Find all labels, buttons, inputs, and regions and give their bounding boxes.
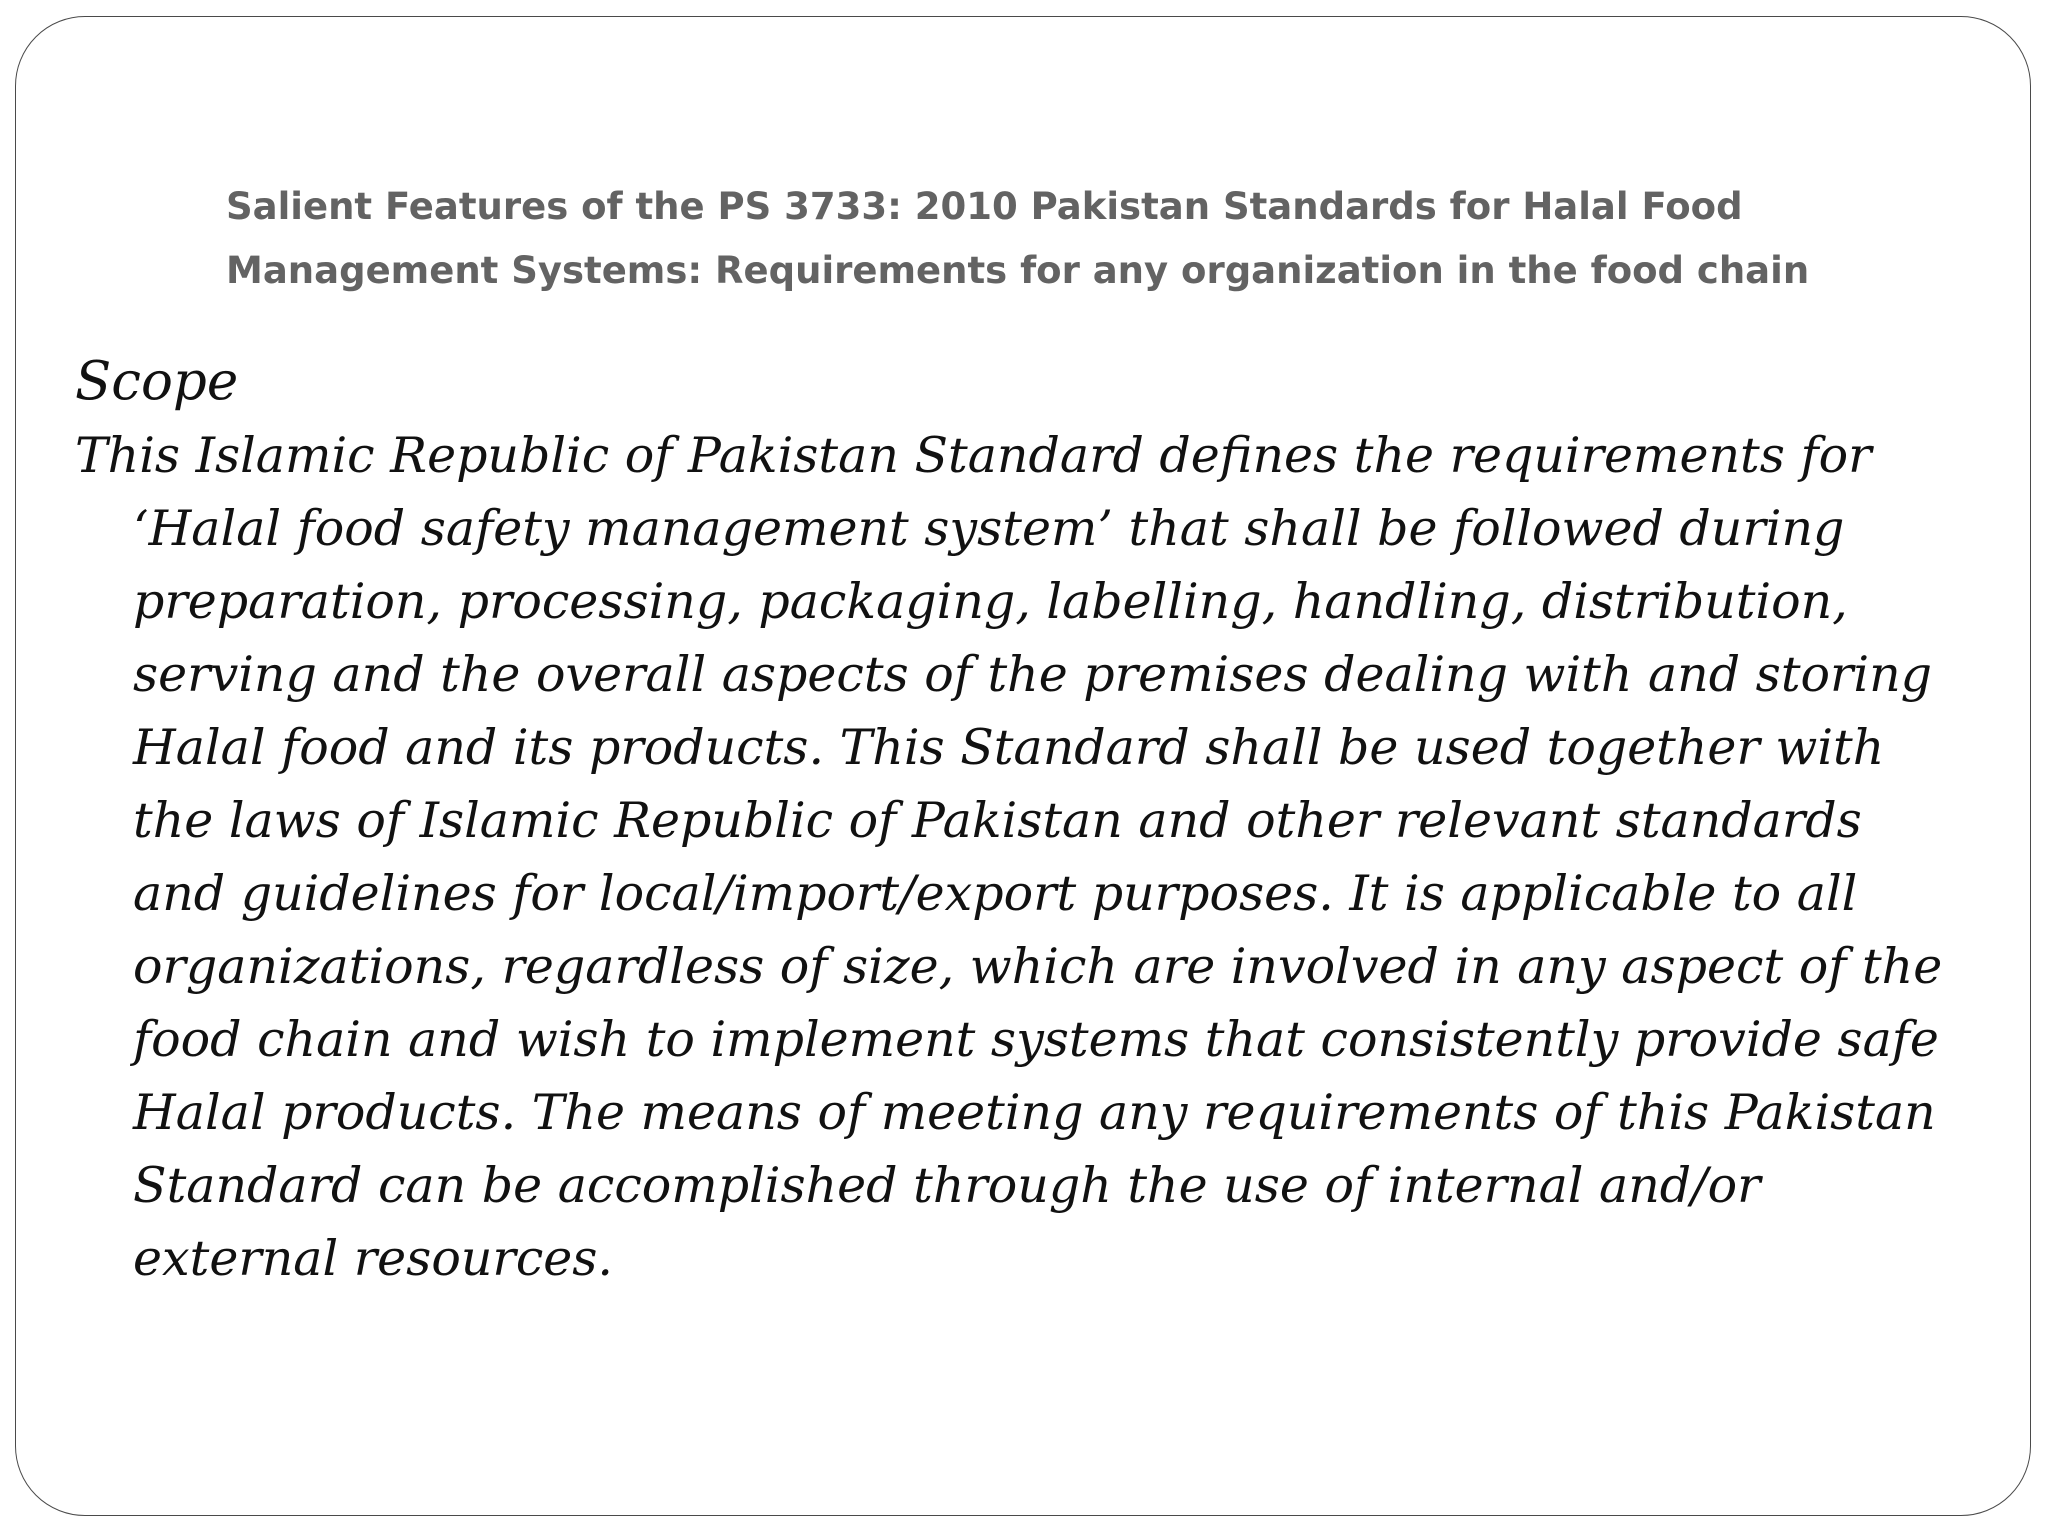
slide-title-line: Salient Features of the PS 3733: 2010 Pakistan Standards for Halal Food (226, 185, 1743, 228)
slide-title-line: Management Systems: Requirements for any organization in the food chain (226, 249, 1810, 292)
paragraph-line: Halal products. The means of meeting any requirements of this Pakistan (133, 1084, 1936, 1141)
paragraph-line: external resources. (133, 1230, 613, 1287)
slide-title (226, 175, 1926, 303)
paragraph-line: Halal food and its products. This Standard shall be used together with (133, 719, 1885, 776)
paragraph-line: ‘Halal food safety management system’ that shall be followed during (133, 500, 1845, 557)
paragraph-line: This Islamic Republic of Pakistan Standard defines the requirements for (75, 427, 1872, 484)
paragraph-line: food chain and wish to implement systems that consistently provide safe (133, 1011, 1939, 1068)
slide-body (75, 345, 1975, 1295)
paragraph-line: and guidelines for local/import/export purposes. It is applicable to all (133, 865, 1858, 922)
section-heading: Scope (75, 351, 239, 412)
paragraph-line: Standard can be accomplished through the use of internal and/or (133, 1157, 1761, 1214)
paragraph-line: serving and the overall aspects of the premises dealing with and storing (133, 646, 1933, 703)
paragraph-line: the laws of Islamic Republic of Pakistan and other relevant standards (133, 792, 1862, 849)
paragraph-line: preparation, processing, packaging, labelling, handling, distribution, (133, 573, 1848, 630)
scope-paragraph (75, 419, 1975, 1295)
paragraph-line: organizations, regardless of size, which are involved in any aspect of the (133, 938, 1943, 995)
